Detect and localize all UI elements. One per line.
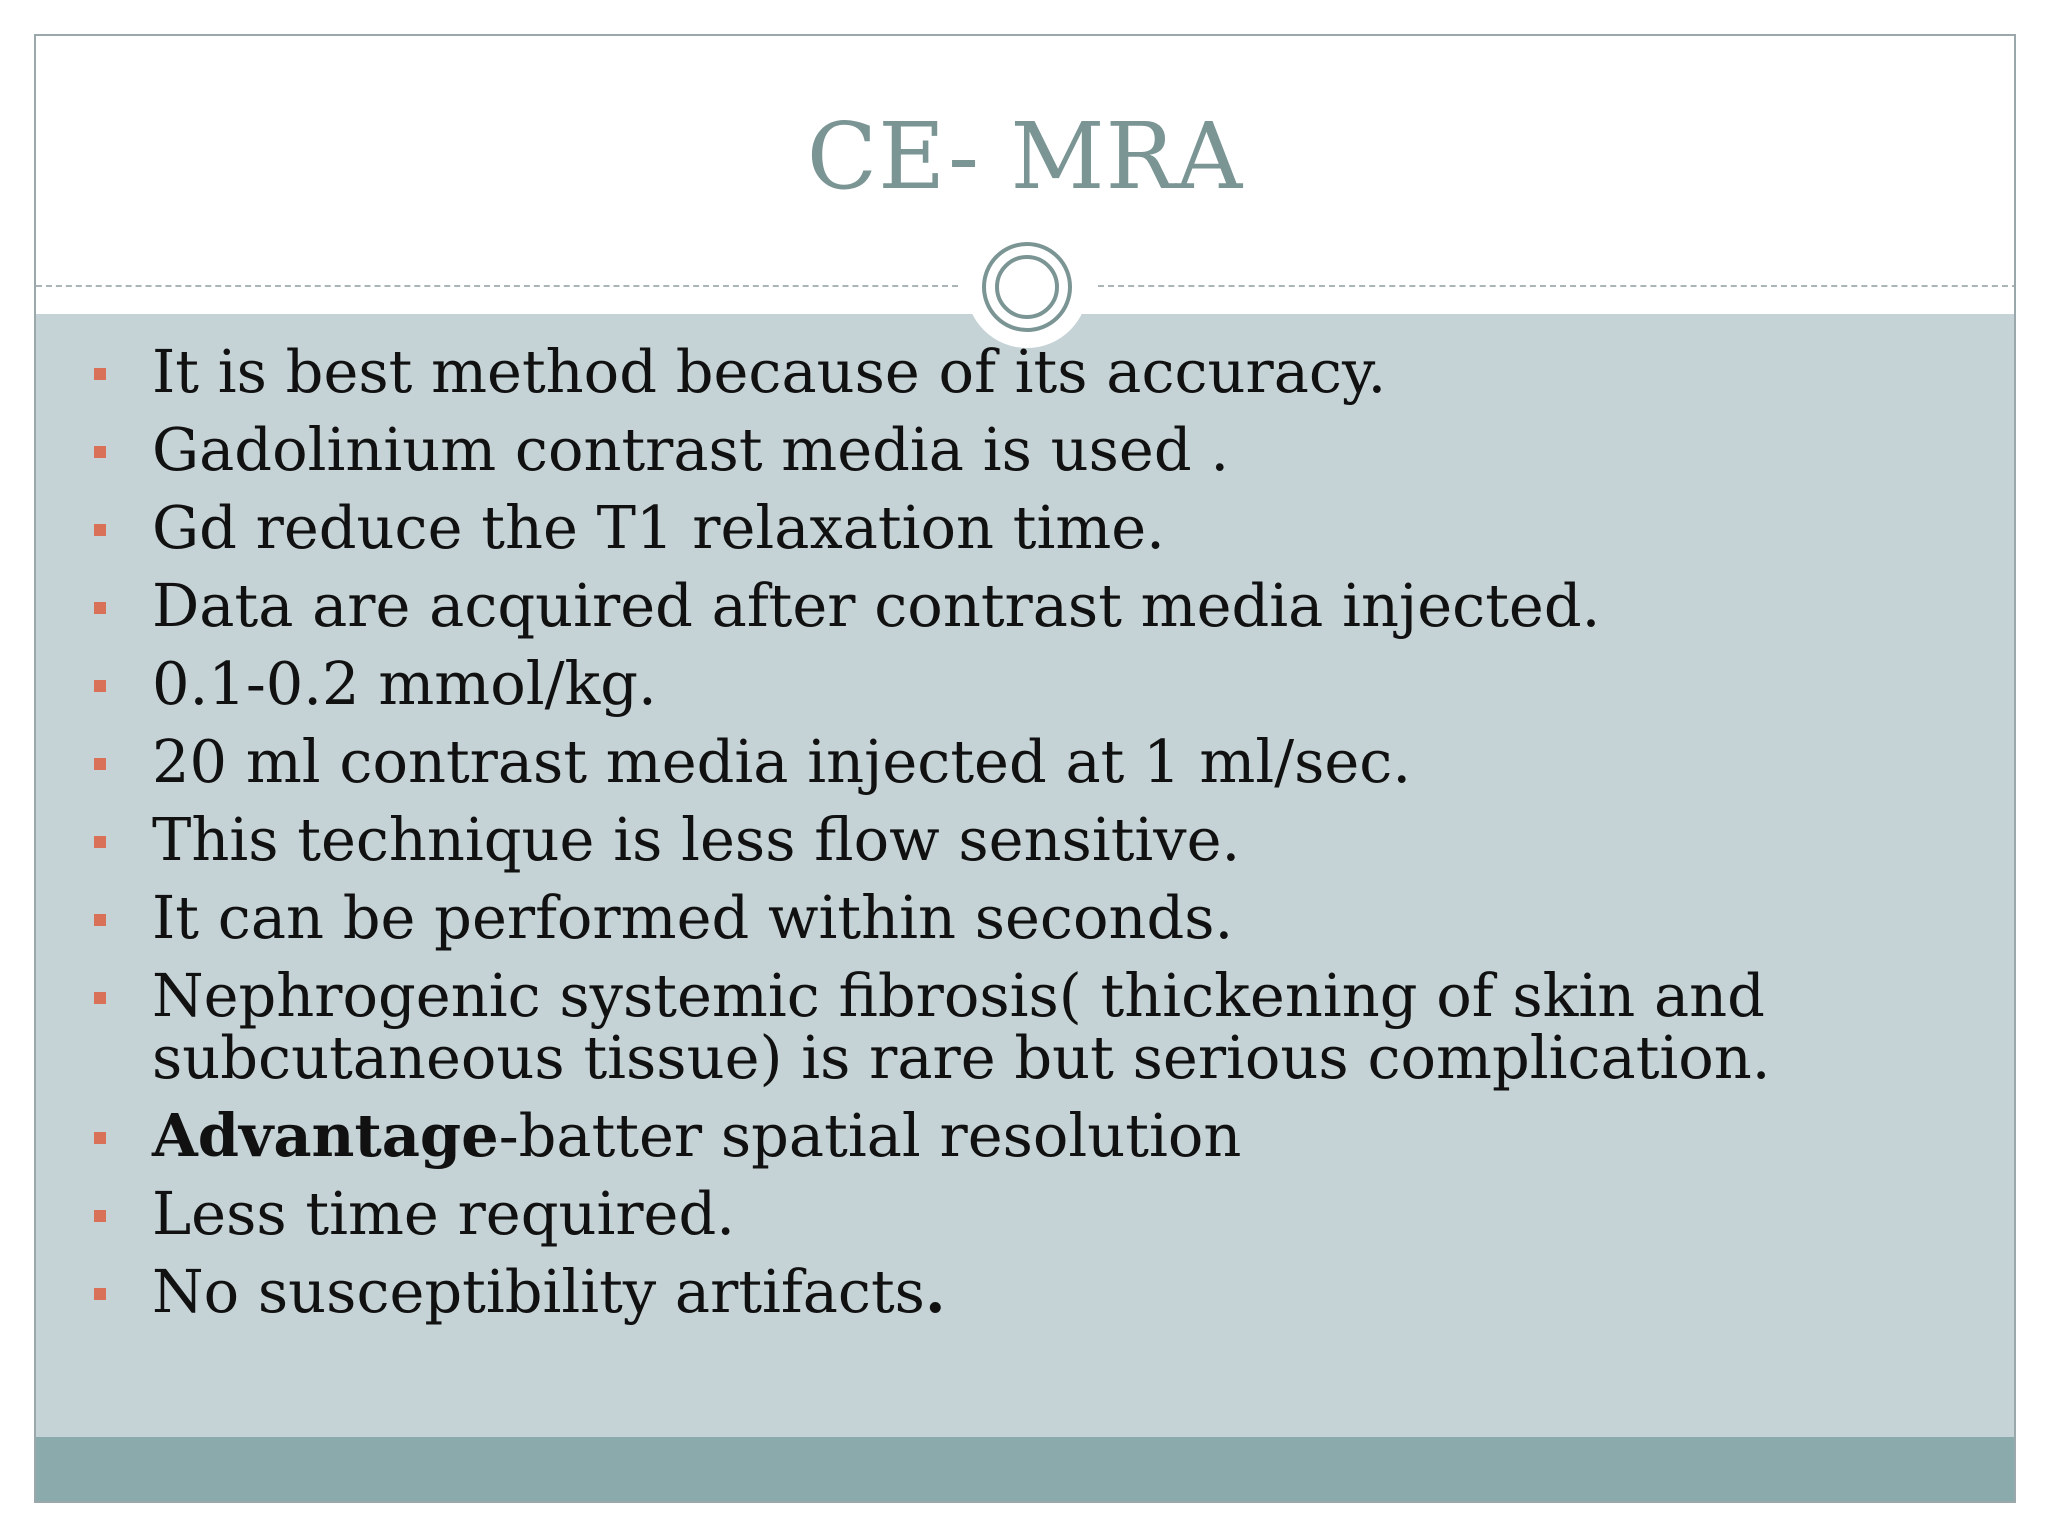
- square-bullet-icon: [94, 914, 106, 926]
- square-bullet-icon: [94, 680, 106, 692]
- list-item: [36, 883, 2014, 952]
- bullet-period: .: [924, 1257, 946, 1326]
- square-bullet-icon: [94, 992, 106, 1004]
- slide: [34, 34, 2016, 1503]
- advantage-label: Advantage: [152, 1101, 499, 1170]
- list-item: [36, 805, 2014, 874]
- bullet-text: Data are acquired after contrast media injected.: [152, 571, 1601, 640]
- bullet-text: No susceptibility artifacts: [152, 1257, 925, 1326]
- bullet-text: Nephrogenic systemic fibrosis( thickening of skin and subcutaneous tissue) is rare but serious complication.: [152, 961, 1771, 1092]
- circle-outer-ring: [982, 242, 1072, 332]
- slide-title: CE- MRA: [806, 103, 1244, 210]
- circle-inner-ring: [995, 255, 1059, 319]
- bullet-list: [36, 337, 2014, 1339]
- divider-right: [1098, 285, 2016, 287]
- bullet-text: Gd reduce the T1 relaxation time.: [152, 493, 1165, 562]
- list-item: [36, 1257, 2014, 1326]
- square-bullet-icon: [94, 836, 106, 848]
- list-item: [36, 961, 2014, 1092]
- footer-band: [36, 1437, 2014, 1503]
- bullet-text: This technique is less flow sensitive.: [152, 805, 1241, 874]
- bullet-text: It is best method because of its accuracy.: [152, 337, 1387, 406]
- bullet-text: 0.1-0.2 mmol/kg.: [152, 649, 657, 718]
- square-bullet-icon: [94, 602, 106, 614]
- list-item: [36, 1179, 2014, 1248]
- square-bullet-icon: [94, 758, 106, 770]
- list-item: [36, 1101, 2014, 1170]
- divider-left: [36, 285, 958, 287]
- square-bullet-icon: [94, 1288, 106, 1300]
- list-item: [36, 493, 2014, 562]
- bullet-text: 20 ml contrast media injected at 1 ml/sec.: [152, 727, 1412, 796]
- bullet-text: -batter spatial resolution: [498, 1101, 1242, 1170]
- list-item: [36, 649, 2014, 718]
- square-bullet-icon: [94, 524, 106, 536]
- square-bullet-icon: [94, 368, 106, 380]
- list-item: [36, 571, 2014, 640]
- list-item: [36, 415, 2014, 484]
- square-bullet-icon: [94, 1210, 106, 1222]
- bullet-text: Less time required.: [152, 1179, 735, 1248]
- list-item: [36, 337, 2014, 406]
- bullet-text: Gadolinium contrast media is used .: [152, 415, 1230, 484]
- circle-ornament-icon: [966, 226, 1088, 348]
- list-item: [36, 727, 2014, 796]
- square-bullet-icon: [94, 1132, 106, 1144]
- square-bullet-icon: [94, 446, 106, 458]
- bullet-text: It can be performed within seconds.: [152, 883, 1234, 952]
